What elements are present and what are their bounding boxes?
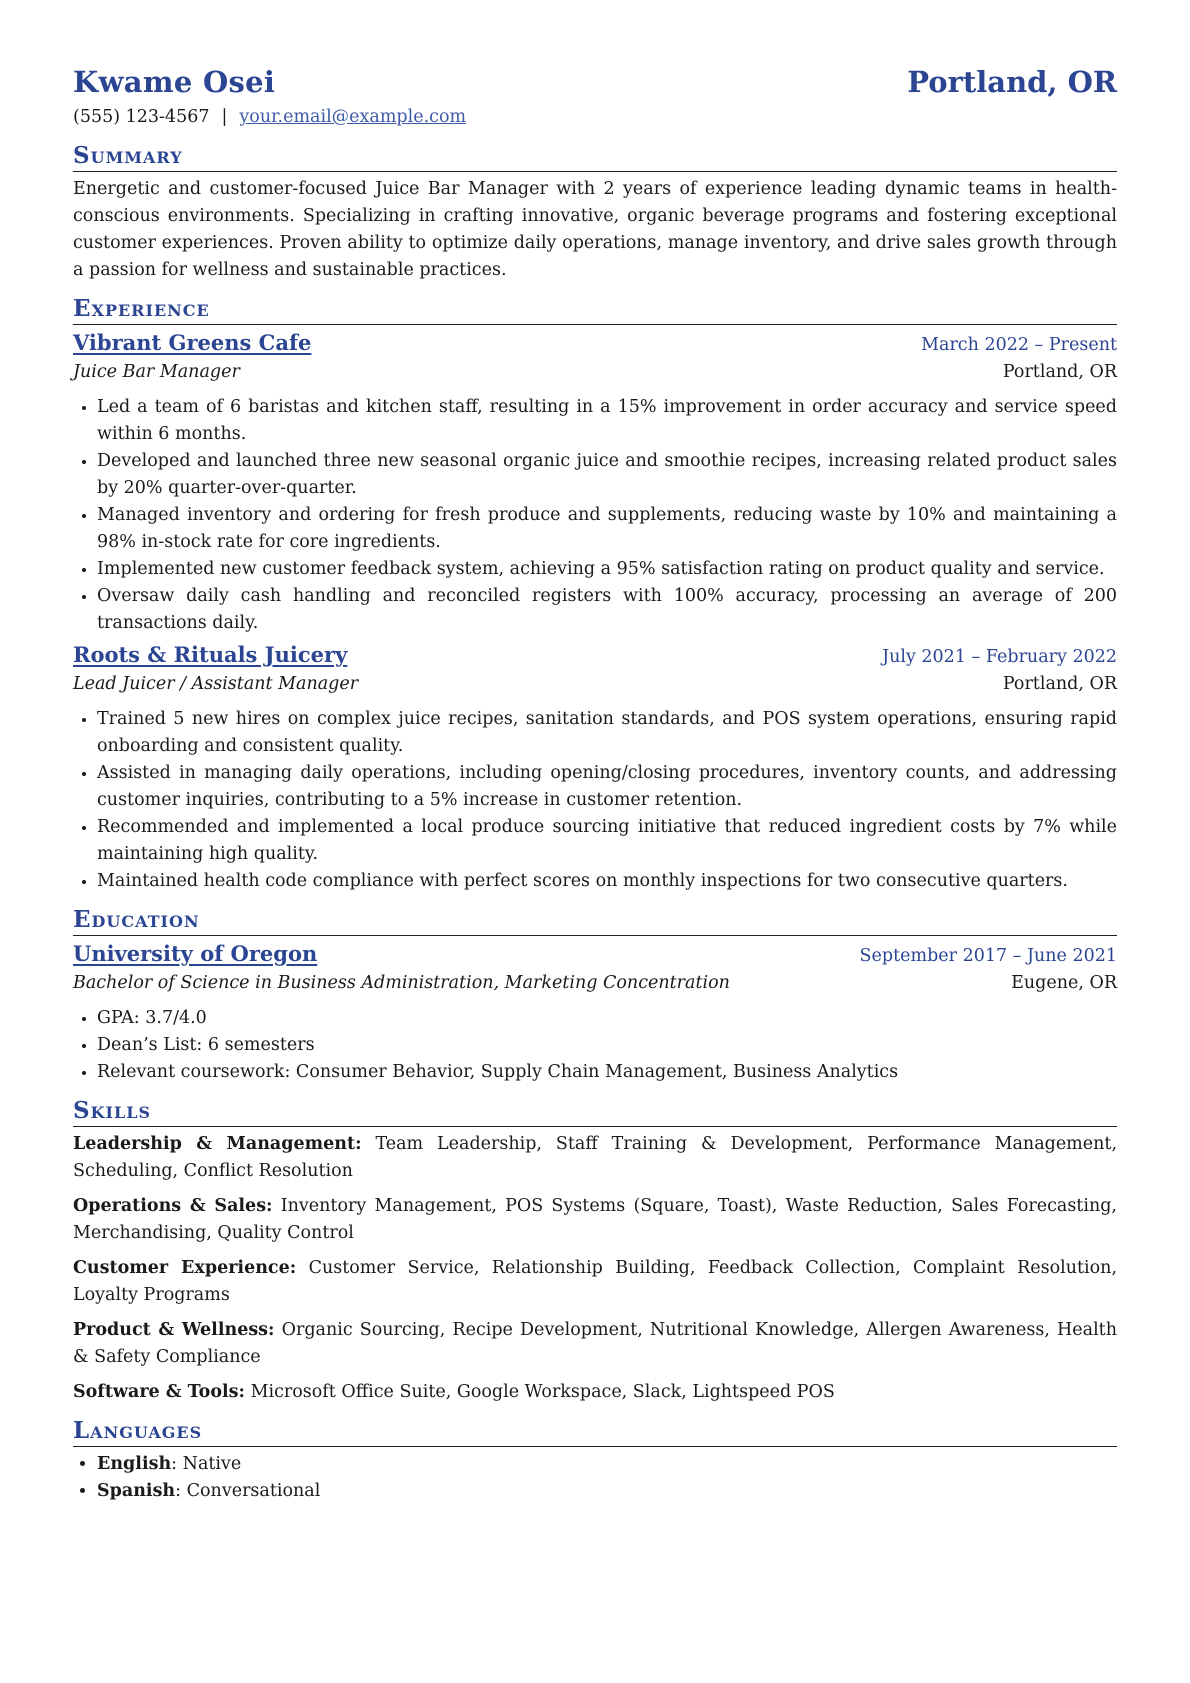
language-level: : Conversational	[175, 1481, 321, 1501]
skill-line	[73, 1379, 1117, 1406]
summary-text: Energetic and customer-focused Juice Bar Manager with 2 years of experience leading dynamic teams in health-conscious environments. Specializing in crafting innovative, organic beverage programs and fostering exceptional customer experiences. Proven ability to optimize daily operations, manage inventory, and drive sales growth through a passion for wellness and sustainable practices.	[73, 179, 1117, 280]
contact-line	[73, 104, 1117, 131]
languages-list	[73, 1451, 1117, 1505]
section-title-experience: Experience	[73, 294, 1117, 325]
section-title-education: Education	[73, 905, 1117, 936]
candidate-name: Kwame Osei	[73, 65, 276, 99]
section-title-skills: Skills	[73, 1096, 1117, 1127]
list-item: • Implemented new customer feedback system, achieving a 95% satisfaction rating on product quality and service.	[97, 556, 1117, 583]
list-item: • Oversaw daily cash handling and reconciled registers with 100% accuracy, processing an average of 200 transactions daily.	[97, 583, 1117, 637]
skills-list	[73, 1131, 1117, 1406]
list-item: • Recommended and implemented a local produce sourcing initiative that reduced ingredient costs by 7% while maintaining high quality.	[97, 814, 1117, 868]
skill-items: Organic Sourcing, Recipe Development, Nutritional Knowledge, Allergen Awareness, Health & Safety Compliance	[73, 1320, 1117, 1367]
job-dates: July 2021 – February 2022	[882, 647, 1117, 667]
skill-category: Operations & Sales:	[73, 1196, 273, 1216]
job-location: Portland, OR	[1002, 362, 1117, 382]
list-item	[97, 1478, 1117, 1505]
skill-line	[73, 1193, 1117, 1247]
list-item: • Trained 5 new hires on complex juice recipes, sanitation standards, and POS system operations, ensuring rapid onboarding and consistent quality.	[97, 706, 1117, 760]
degree: Bachelor of Science in Business Administration, Marketing Concentration	[73, 973, 730, 993]
list-item	[97, 1451, 1117, 1478]
skill-items: Microsoft Office Suite, Google Workspace, Slack, Lightspeed POS	[250, 1382, 835, 1402]
school-name[interactable]: University of Oregon	[73, 941, 318, 966]
company-name[interactable]: Vibrant Greens Cafe	[73, 330, 312, 355]
skill-items: Inventory Management, POS Systems (Square, Toast), Waste Reduction, Sales Forecasting, Merchandising, Quality Control	[73, 1196, 1117, 1243]
section-title-languages: Languages	[73, 1416, 1117, 1447]
list-item: • Relevant coursework: Consumer Behavior, Supply Chain Management, Business Analytics	[97, 1059, 1117, 1086]
phone-number: (555) 123-4567	[73, 107, 210, 127]
skill-line	[73, 1255, 1117, 1309]
skill-category: Leadership & Management:	[73, 1134, 362, 1154]
school-location: Eugene, OR	[1011, 973, 1117, 993]
contact-separator: |	[221, 107, 228, 127]
list-item: • Led a team of 6 baristas and kitchen staff, resulting in a 15% improvement in order accuracy and service speed within 6 months.	[97, 394, 1117, 448]
list-item: • Developed and launched three new seasonal organic juice and smoothie recipes, increasing related product sales by 20% quarter-over-quarter.	[97, 448, 1117, 502]
skill-category: Customer Experience:	[73, 1258, 297, 1278]
education-bullets	[73, 1005, 1117, 1086]
candidate-location: Portland, OR	[907, 65, 1117, 99]
list-item: • Assisted in managing daily operations, including opening/closing procedures, inventory counts, and addressing customer inquiries, contributing to a 5% increase in customer retention.	[97, 760, 1117, 814]
skill-line	[73, 1131, 1117, 1185]
email-link[interactable]: your.email@example.com	[239, 107, 467, 127]
skill-line	[73, 1317, 1117, 1371]
experience-entry	[73, 641, 1117, 895]
job-bullets	[73, 706, 1117, 895]
job-bullets	[73, 394, 1117, 637]
skill-category: Software & Tools:	[73, 1382, 245, 1402]
section-title-summary: Summary	[73, 141, 1117, 172]
skill-category: Product & Wellness:	[73, 1320, 275, 1340]
language-name: English	[97, 1454, 172, 1474]
education-dates: September 2017 – June 2021	[859, 946, 1117, 966]
job-dates: March 2022 – Present	[921, 335, 1117, 355]
job-title: Juice Bar Manager	[73, 362, 240, 382]
company-name[interactable]: Roots & Rituals Juicery	[73, 642, 348, 667]
list-item: • Maintained health code compliance with perfect scores on monthly inspections for two consecutive quarters.	[97, 868, 1117, 895]
list-item: • Managed inventory and ordering for fresh produce and supplements, reducing waste by 10% and maintaining a 98% in-stock rate for core ingredients.	[97, 502, 1117, 556]
resume-header	[73, 62, 1117, 102]
skill-items: Customer Service, Relationship Building, Feedback Collection, Complaint Resolution, Loyalty Programs	[73, 1258, 1118, 1305]
language-name: Spanish	[97, 1481, 176, 1501]
job-location: Portland, OR	[1002, 674, 1117, 694]
education-entry	[73, 940, 1117, 1086]
skill-items: Team Leadership, Staff Training & Development, Performance Management, Scheduling, Conflict Resolution	[73, 1134, 1118, 1181]
list-item: • GPA: 3.7/4.0	[97, 1005, 1117, 1032]
job-title: Lead Juicer / Assistant Manager	[73, 674, 359, 694]
experience-entry	[73, 329, 1117, 637]
list-item: • Dean’s List: 6 semesters	[97, 1032, 1117, 1059]
language-level: : Native	[171, 1454, 242, 1474]
